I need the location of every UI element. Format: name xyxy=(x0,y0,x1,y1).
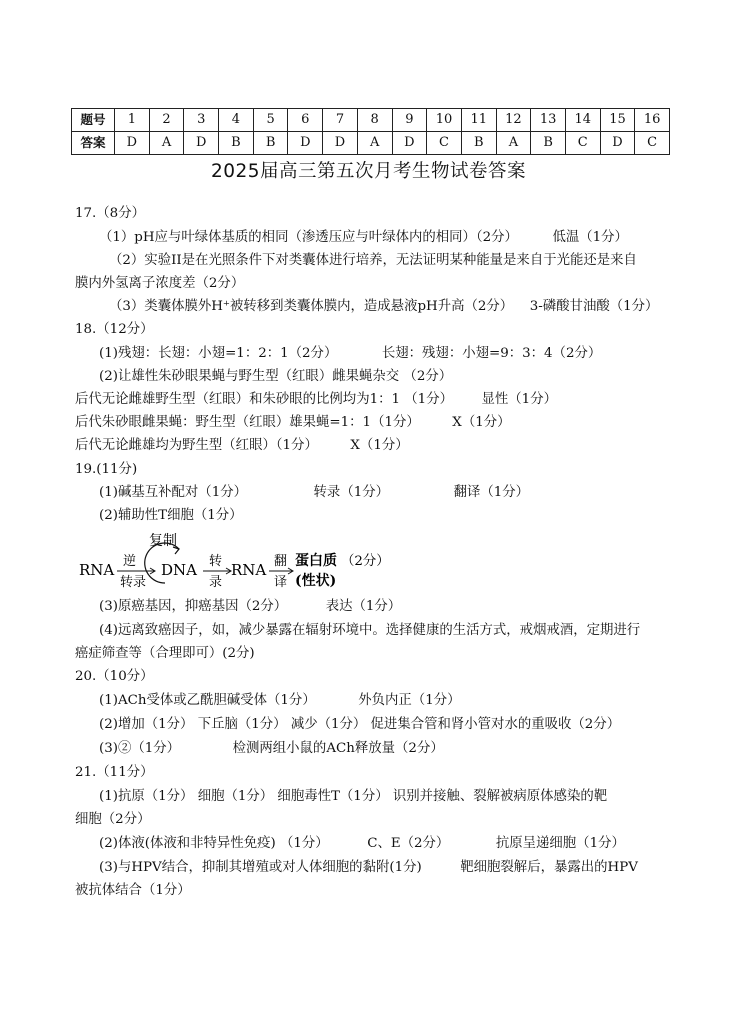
rna-right-label: RNA xyxy=(231,561,267,579)
q21-line-4-a: (3)与HPV结合，抑制其增殖或对人体细胞的黏附(1分) xyxy=(99,860,422,875)
q19-heading: 19.(11分) xyxy=(75,462,138,477)
q21-line-5: 被抗体结合（1分） xyxy=(75,883,191,898)
q19-line-5: 癌症筛查等（合理即可）(2分) xyxy=(75,646,255,661)
answer-cell: A xyxy=(357,132,392,155)
q21-line-3 xyxy=(99,835,625,853)
q18-line-2: (2)让雄性朱砂眼果蝇与野生型（红眼）雌果蝇杂交 （2分） xyxy=(99,369,453,384)
answer-cell: B xyxy=(531,132,566,155)
question-number-cell: 2 xyxy=(149,109,184,132)
q17-heading: 17.（8分） xyxy=(75,206,145,221)
q20-heading: 20.（10分） xyxy=(75,669,154,684)
q17-line-4-a: （3）类囊体膜外H⁺被转移到类囊体膜内，造成悬液pH升高（2分） xyxy=(109,299,514,314)
trait-label: (性状) xyxy=(295,573,337,589)
q21-line-2: 细胞（2分） xyxy=(75,812,151,827)
reverse-transcription-bottom-label: 转录 xyxy=(120,575,147,589)
question-number-cell: 4 xyxy=(219,109,254,132)
page-title: 2025届高三第五次月考生物试卷答案 xyxy=(210,161,527,182)
q21-line-3-c: 抗原呈递细胞（1分） xyxy=(495,836,625,851)
question-number-cell: 7 xyxy=(323,109,358,132)
question-number-row xyxy=(72,109,670,132)
answer-cell: B xyxy=(461,132,496,155)
answer-cell: D xyxy=(600,132,635,155)
question-number-cell: 15 xyxy=(600,109,635,132)
answer-key-table xyxy=(71,108,670,155)
q18-line-1 xyxy=(99,345,601,363)
answer-cell: D xyxy=(392,132,427,155)
q20-line-1-a: (1)ACh受体或乙酰胆碱受体（1分） xyxy=(99,693,316,708)
rna-left-label: RNA xyxy=(79,561,115,579)
transcription-top-label: 转 xyxy=(209,554,223,569)
reverse-transcription-top-label: 逆 xyxy=(123,554,137,569)
q18-line-4-b: X（1分） xyxy=(452,415,511,430)
replication-label: 复制 xyxy=(149,533,177,549)
answer-cell: D xyxy=(184,132,219,155)
q19-line-4: (4)远离致癌因子，如，减少暴露在辐射环境中。选择健康的生活方式，戒烟戒酒，定期进行 xyxy=(99,623,641,638)
question-number-cell: 5 xyxy=(253,109,288,132)
answer-cell: C xyxy=(427,132,462,155)
question-number-cell: 16 xyxy=(635,109,670,132)
question-number-cell: 8 xyxy=(357,109,392,132)
answer-cell: D xyxy=(115,132,150,155)
q21-line-4-b: 靶细胞裂解后，暴露出的HPV xyxy=(460,860,638,875)
q20-line-3-a: (3)②（1分） xyxy=(99,741,181,756)
q21-line-3-b: C、E（2分） xyxy=(367,836,450,851)
q21-line-4 xyxy=(99,859,638,877)
transcription-bottom-label: 录 xyxy=(209,575,223,589)
answer-cell: C xyxy=(635,132,670,155)
q18-heading: 18.（12分） xyxy=(75,322,154,337)
q17-line-3: 膜内外氢离子浓度差（2分） xyxy=(75,276,245,291)
translation-top-label: 翻 xyxy=(274,554,288,569)
answer-header: 答案 xyxy=(72,132,115,155)
q20-line-1 xyxy=(99,692,461,710)
q19-line-2: (2)辅助性T细胞（1分） xyxy=(99,508,243,523)
answer-row xyxy=(72,132,670,155)
question-number-cell: 12 xyxy=(496,109,531,132)
q17-line-1-a: （1）pH应与叶绿体基质的相同（渗透压应与叶绿体内的相同）（2分） xyxy=(99,230,518,245)
q17-line-1-b: 低温（1分） xyxy=(552,230,628,245)
answer-cell: A xyxy=(496,132,531,155)
translation-bottom-label: 译 xyxy=(274,575,288,589)
question-number-cell: 13 xyxy=(531,109,566,132)
q18-line-5-b: X（1分） xyxy=(350,438,409,453)
q18-line-4 xyxy=(75,414,511,432)
q19-line-1-b: 转录（1分） xyxy=(313,485,390,500)
question-number-cell: 3 xyxy=(184,109,219,132)
q19-line-3-a: (3)原癌基因，抑癌基因（2分） xyxy=(99,599,288,614)
q21-line-1: (1)抗原（1分） 细胞（1分） 细胞毒性T（1分） 识别并接触、裂解被病原体感染的靶 xyxy=(99,789,608,804)
protein-label: 蛋白质 xyxy=(295,553,337,569)
q18-line-5 xyxy=(75,437,409,455)
answer-cell: D xyxy=(323,132,358,155)
q18-line-3-a: 后代无论雌雄野生型（红眼）和朱砂眼的比例均为1：1 （1分） xyxy=(75,392,453,407)
answer-cell: D xyxy=(288,132,323,155)
diagram-score-label: （2分） xyxy=(341,554,390,569)
q18-line-3 xyxy=(75,391,557,409)
question-number-cell: 10 xyxy=(427,109,462,132)
central-dogma-diagram xyxy=(79,531,419,589)
question-number-cell: 14 xyxy=(565,109,600,132)
q17-line-1 xyxy=(99,229,628,247)
question-number-cell: 9 xyxy=(392,109,427,132)
q19-line-3 xyxy=(99,598,401,616)
q18-line-5-a: 后代无论雌雄均为野生型（红眼）（1分） xyxy=(75,438,318,453)
q21-line-3-a: (2)体液(体液和非特异性免疫) （1分） xyxy=(99,836,329,851)
q18-line-4-a: 后代朱砂眼雌果蝇：野生型（红眼）雄果蝇=1：1（1分） xyxy=(75,415,420,430)
q21-heading: 21.（11分） xyxy=(75,765,154,780)
answer-cell: C xyxy=(565,132,600,155)
q18-line-1-b: 长翅：残翅：小翅=9：3：4（2分） xyxy=(381,346,602,361)
question-number-header: 题号 xyxy=(72,109,115,132)
answer-cell: A xyxy=(149,132,184,155)
question-number-cell: 11 xyxy=(461,109,496,132)
answer-cell: B xyxy=(219,132,254,155)
q20-line-3-b: 检测两组小鼠的ACh释放量（2分） xyxy=(232,741,444,756)
q18-line-1-a: (1)残翅：长翅：小翅=1：2：1（2分） xyxy=(99,346,338,361)
answer-cell: B xyxy=(253,132,288,155)
q17-line-4-b: 3-磷酸甘油酸（1分） xyxy=(529,299,659,314)
q20-line-1-b: 外负内正（1分） xyxy=(358,693,461,708)
q17-line-2: （2）实验II是在光照条件下对类囊体进行培养，无法证明某种能量是来自于光能还是来自 xyxy=(109,253,637,268)
q20-line-3 xyxy=(99,740,444,758)
q19-line-1-c: 翻译（1分） xyxy=(453,485,530,500)
q17-line-4 xyxy=(109,298,658,316)
q20-line-2: (2)增加（1分） 下丘脑（1分） 减少（1分） 促进集合管和肾小管对水的重吸收（2分） xyxy=(99,717,621,732)
q18-line-3-b: 显性（1分） xyxy=(481,392,557,407)
q19-line-1 xyxy=(99,484,529,502)
q19-line-1-a: (1)碱基互补配对（1分） xyxy=(99,485,248,500)
question-number-cell: 6 xyxy=(288,109,323,132)
dna-label: DNA xyxy=(161,561,197,579)
q19-line-3-b: 表达（1分） xyxy=(325,599,402,614)
question-number-cell: 1 xyxy=(115,109,150,132)
